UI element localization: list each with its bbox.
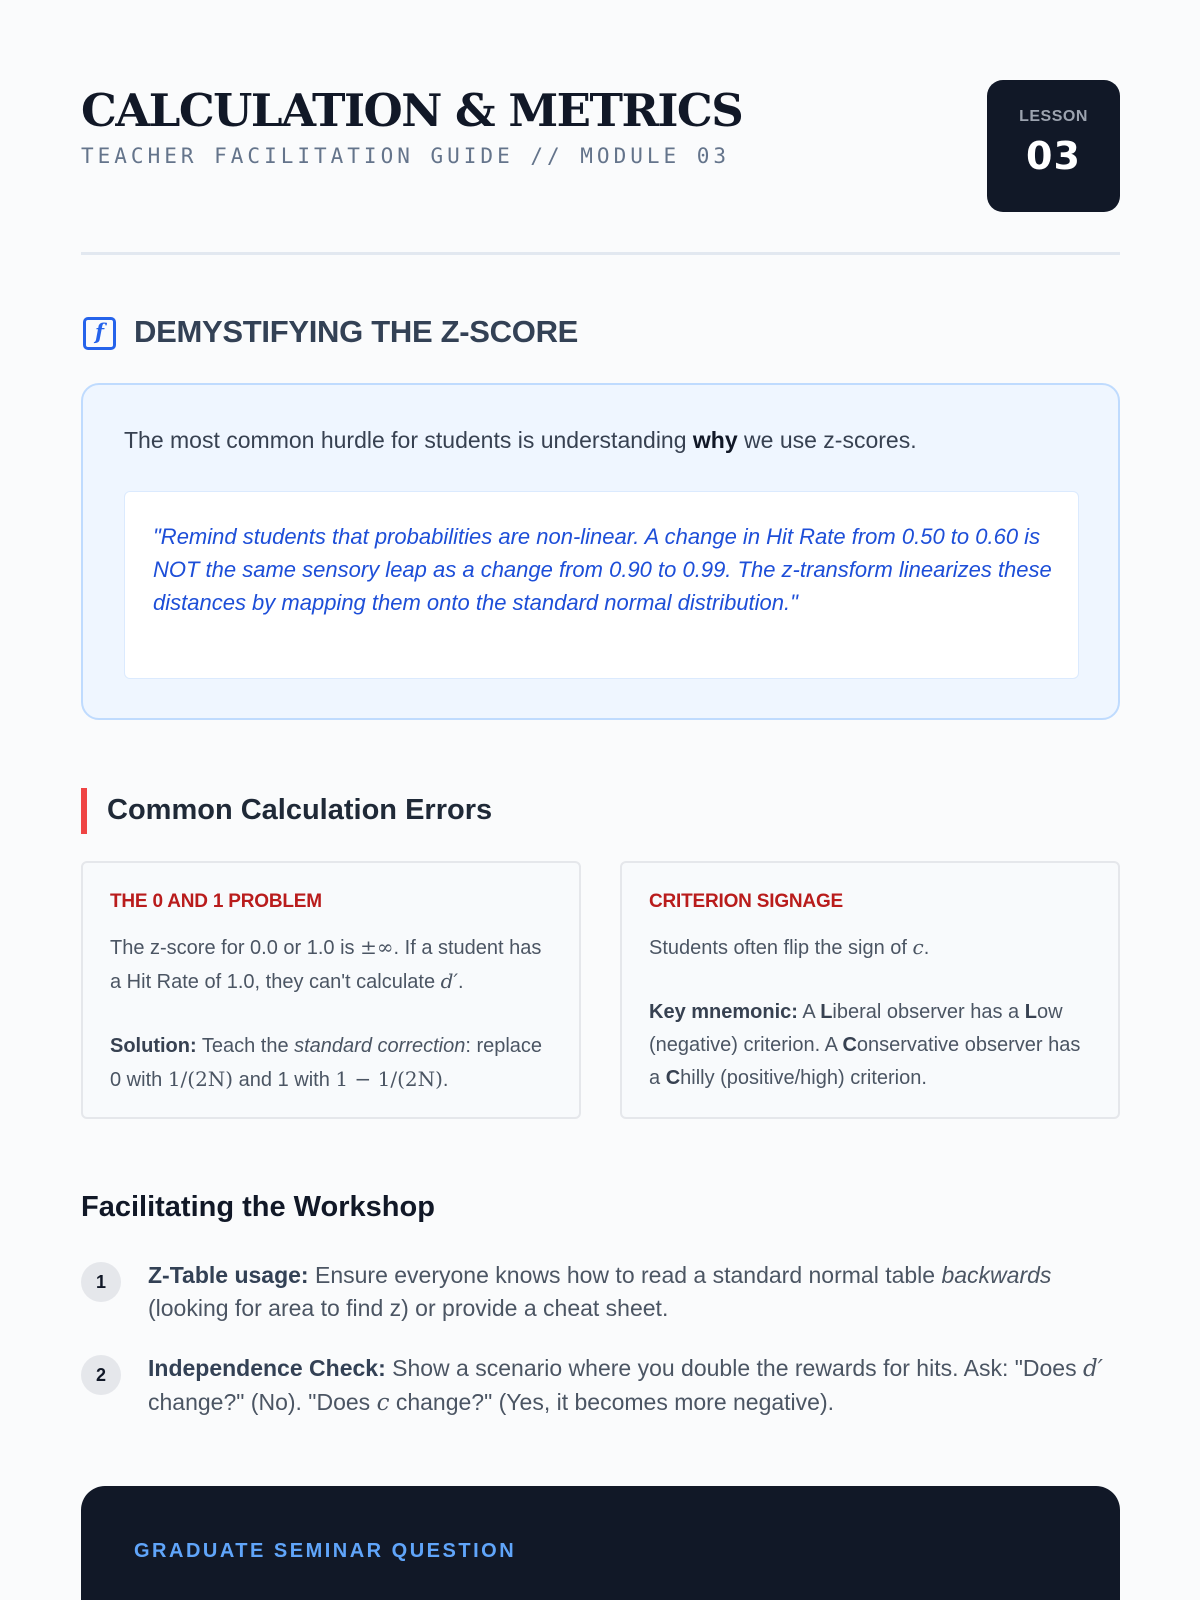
section-accent-bar (81, 788, 87, 834)
text: change?" (Yes, it becomes more negative). (389, 1389, 835, 1415)
mnemonic-letter: C (842, 1034, 857, 1056)
zscore-lead-text (124, 427, 917, 454)
lesson-badge (987, 80, 1120, 212)
seminar-question-panel (81, 1486, 1120, 1600)
zscore-section-title: DEMYSTIFYING THE Z-SCORE (134, 314, 579, 349)
workshop-section-title: Facilitating the Workshop (81, 1191, 435, 1223)
math-correction-zero: 1/(2N) (167, 1067, 234, 1091)
text: change?" (No). "Does (148, 1389, 377, 1415)
text: The z-score for 0.0 or 1.0 is (110, 937, 361, 959)
text: . (923, 937, 930, 959)
page-subtitle: TEACHER FACILITATION GUIDE // MODULE 03 (81, 144, 731, 168)
step-number-badge: 2 (81, 1355, 121, 1395)
text: Ensure everyone knows how to read a standard normal table (308, 1262, 942, 1288)
facilitation-guide-page (81, 0, 1120, 1600)
solution-label: Solution: (110, 1035, 197, 1057)
mnemonic-letter: L (820, 1001, 833, 1023)
mnemonic-letter: L (1024, 1001, 1037, 1023)
error-card-mnemonic (649, 996, 1092, 1095)
errors-section-title: Common Calculation Errors (107, 794, 493, 826)
math-c: c (376, 1390, 390, 1416)
text: onservative observer has a (649, 1034, 1081, 1089)
page-title: CALCULATION & METRICS (81, 84, 743, 137)
teacher-quote-box (124, 491, 1079, 679)
workshop-step (81, 1259, 1120, 1325)
text: and 1 with (233, 1069, 336, 1091)
function-icon: f (83, 317, 116, 350)
mnemonic-label: Key mnemonic: (649, 1001, 798, 1023)
seminar-question-label: GRADUATE SEMINAR QUESTION (134, 1540, 517, 1562)
math-infinity: ±∞ (360, 935, 394, 959)
lead-text-end: we use z-scores. (737, 427, 917, 453)
lead-text-start: The most common hurdle for students is understanding (124, 427, 693, 453)
step-emphasis: backwards (941, 1262, 1052, 1288)
text: . (442, 1069, 449, 1091)
lesson-number: 03 (1026, 134, 1081, 178)
text: Teach the (196, 1035, 295, 1057)
teacher-quote: "Remind students that probabilities are non-linear. A change in Hit Rate from 0.50 to 0.60 is NOT the same sensory leap as a change from 0.90 to 0.99. The z-transform linearizes these distances by mapping them onto the standard normal distribution." (153, 524, 1052, 615)
error-card-problem (649, 931, 1092, 965)
error-card-title: CRITERION SIGNAGE (649, 891, 844, 912)
error-card-criterion (620, 861, 1120, 1119)
text: (looking for area to find z) or provide a cheat sheet. (148, 1295, 669, 1321)
header-divider (81, 252, 1120, 255)
error-card-solution (110, 1030, 553, 1097)
zscore-section-heading (81, 312, 1120, 352)
text: . If a student has a Hit Rate of 1.0, they can't calculate (110, 937, 542, 993)
error-card-problem (110, 931, 553, 999)
error-card-zero-one (81, 861, 581, 1119)
text: Show a scenario where you double the rewards for hits. Ask: "Does (385, 1355, 1083, 1381)
text: : replace 0 with (110, 1035, 543, 1091)
text: ow (negative) criterion. A (649, 1001, 1063, 1056)
math-c: c (912, 935, 924, 959)
step-label: Z-Table usage: (148, 1262, 309, 1288)
zscore-info-card (81, 383, 1120, 720)
step-label: Independence Check: (148, 1355, 386, 1381)
standard-correction-term: standard correction (294, 1035, 466, 1057)
mnemonic-letter: C (665, 1067, 681, 1089)
text: iberal observer has a (832, 1001, 1025, 1023)
errors-section-heading (81, 788, 681, 834)
math-correction-one: 1 − 1/(2N) (335, 1067, 443, 1091)
text: hilly (positive/high) criterion. (680, 1067, 927, 1089)
page-header (81, 80, 1120, 212)
lesson-label: LESSON (1019, 108, 1088, 125)
error-card-title: THE 0 AND 1 PROBLEM (110, 891, 322, 912)
text: Students often flip the sign of (649, 937, 913, 959)
text: . (458, 971, 464, 993)
workshop-step (81, 1352, 1120, 1420)
math-d-prime: d′ (1082, 1356, 1103, 1382)
text: A (797, 1001, 821, 1023)
lead-text-emphasis: why (692, 427, 738, 453)
math-d-prime: d′ (440, 969, 459, 993)
workshop-steps (81, 1259, 1120, 1447)
step-number-badge: 1 (81, 1262, 121, 1302)
